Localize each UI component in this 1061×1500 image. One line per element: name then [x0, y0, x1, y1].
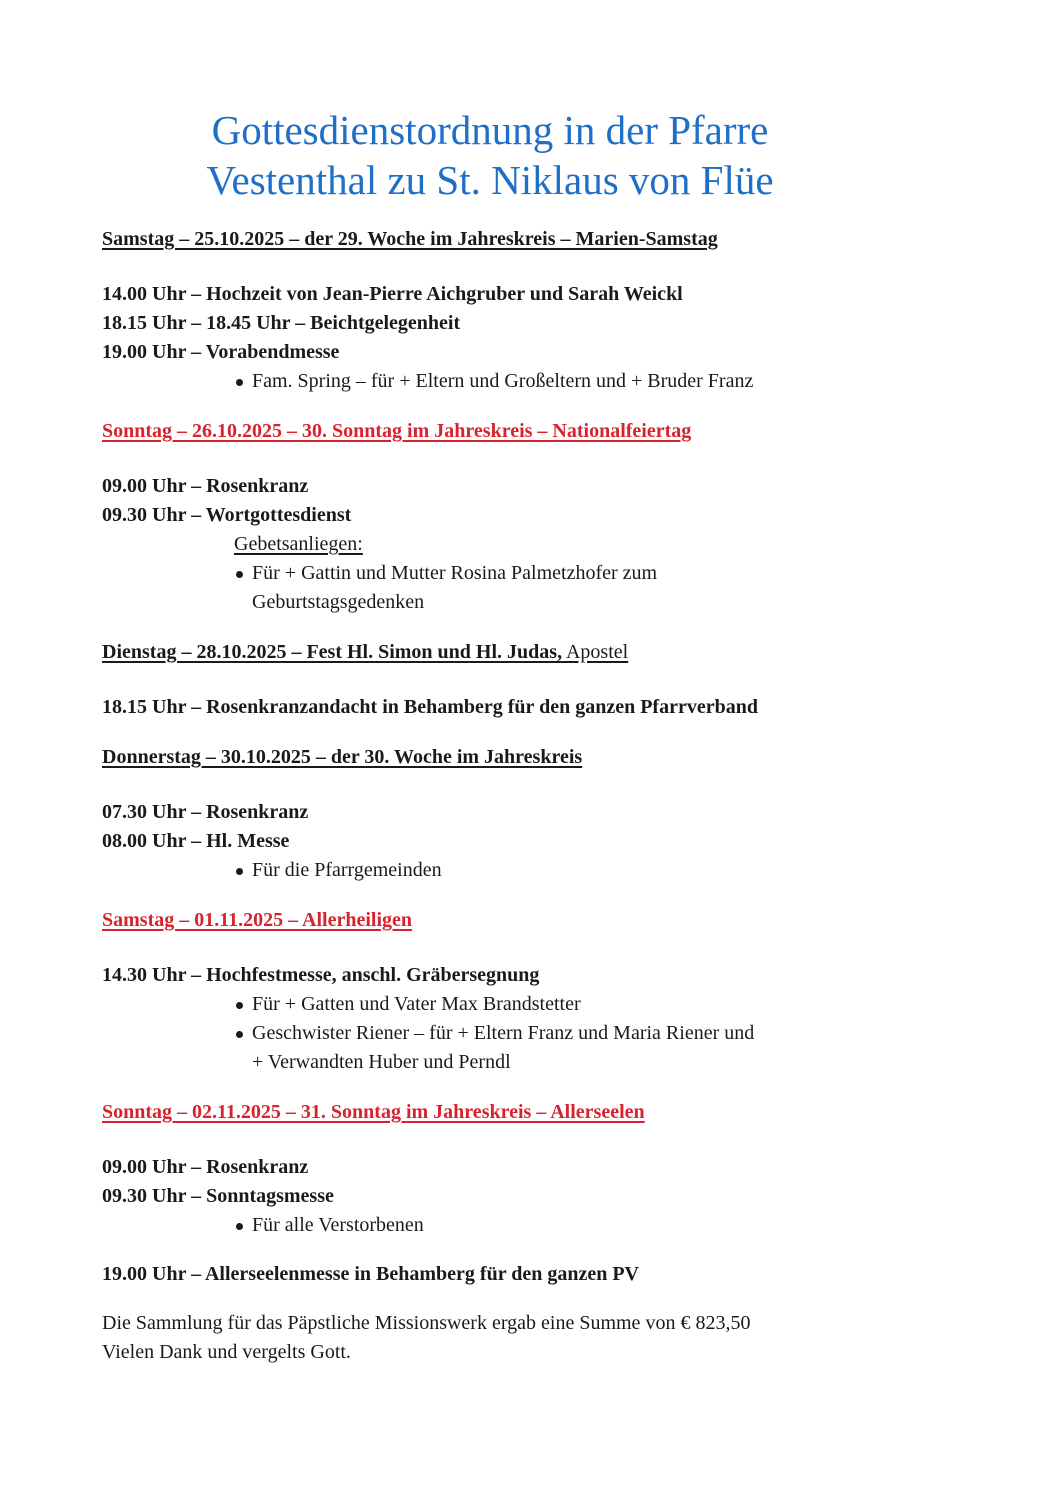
day-section-saturday-01-11 — [102, 905, 1002, 1077]
intention-item: Für + Gattin und Mutter Rosina Palmetzhofer zum — [234, 559, 1002, 588]
day-section-sunday-26-10 — [102, 416, 1002, 617]
service-entry: 09.30 Uhr – Sonntagsmesse — [102, 1185, 334, 1207]
service-entry: 19.00 Uhr – Allerseelenmesse in Behamberg für den ganzen PV — [102, 1263, 640, 1285]
intention-item: Fam. Spring – für + Eltern und Großeltern und + Bruder Franz — [234, 367, 1002, 396]
prayer-intentions-label: Gebetsanliegen: — [234, 533, 363, 555]
day-heading-holiday: Sonntag – 26.10.2025 – 30. Sonntag im Jahreskreis – Nationalfeiertag — [102, 420, 692, 442]
thanks-text: Vielen Dank und vergelts Gott. — [102, 1341, 351, 1363]
collection-note — [102, 1309, 1002, 1367]
intention-item: Geschwister Riener – für + Eltern Franz und Maria Riener und — [234, 1019, 1002, 1048]
schedule — [102, 224, 1002, 1367]
day-heading: Samstag – 25.10.2025 – der 29. Woche im Jahreskreis – Marien-Samstag — [102, 228, 718, 250]
day-heading: Donnerstag – 30.10.2025 – der 30. Woche im Jahreskreis — [102, 746, 583, 768]
intention-item-continued: + Verwandten Huber und Perndl — [252, 1051, 511, 1073]
service-entry: 18.15 Uhr – Rosenkranzandacht in Behamberg für den ganzen Pfarrverband — [102, 696, 758, 718]
service-entry: 09.00 Uhr – Rosenkranz — [102, 1156, 309, 1178]
day-section-tuesday-28-10 — [102, 637, 1002, 722]
service-entry: 08.00 Uhr – Hl. Messe — [102, 830, 290, 852]
intention-item-continued: Geburtstagsgedenken — [252, 591, 425, 613]
day-heading — [102, 637, 1002, 667]
title-line-1: Gottesdienstordnung in der Pfarre — [211, 107, 769, 154]
day-section-saturday-25-10 — [102, 224, 1002, 396]
day-heading-holiday: Samstag – 01.11.2025 – Allerheiligen — [102, 909, 412, 931]
page-title — [0, 105, 980, 205]
service-entry: 14.00 Uhr – Hochzeit von Jean-Pierre Aichgruber und Sarah Weickl — [102, 283, 683, 305]
day-heading-holiday: Sonntag – 02.11.2025 – 31. Sonntag im Jahreskreis – Allerseelen — [102, 1101, 645, 1123]
service-entry: 09.00 Uhr – Rosenkranz — [102, 475, 309, 497]
service-entry: 07.30 Uhr – Rosenkranz — [102, 801, 309, 823]
service-entry: 18.15 Uhr – 18.45 Uhr – Beichtgelegenheit — [102, 312, 461, 334]
service-entry: 09.30 Uhr – Wortgottesdienst — [102, 504, 352, 526]
service-entry: 14.30 Uhr – Hochfestmesse, anschl. Gräbersegnung — [102, 964, 540, 986]
title-line-2: Vestenthal zu St. Niklaus von Flüe — [206, 157, 774, 204]
intention-item: Für + Gatten und Vater Max Brandstetter — [234, 990, 1002, 1019]
day-heading-bold: Dienstag – 28.10.2025 – Fest Hl. Simon und Hl. Judas, — [102, 641, 563, 663]
collection-sum-text: Die Sammlung für das Päpstliche Missionswerk ergab eine Summe von € 823,50 — [102, 1312, 751, 1334]
intention-item: Für die Pfarrgemeinden — [234, 856, 1002, 885]
day-section-sunday-02-11 — [102, 1097, 1002, 1289]
service-entry: 19.00 Uhr – Vorabendmesse — [102, 341, 340, 363]
day-section-thursday-30-10 — [102, 742, 1002, 885]
intention-item: Für alle Verstorbenen — [234, 1211, 1002, 1240]
day-heading-normal: Apostel — [562, 641, 629, 663]
